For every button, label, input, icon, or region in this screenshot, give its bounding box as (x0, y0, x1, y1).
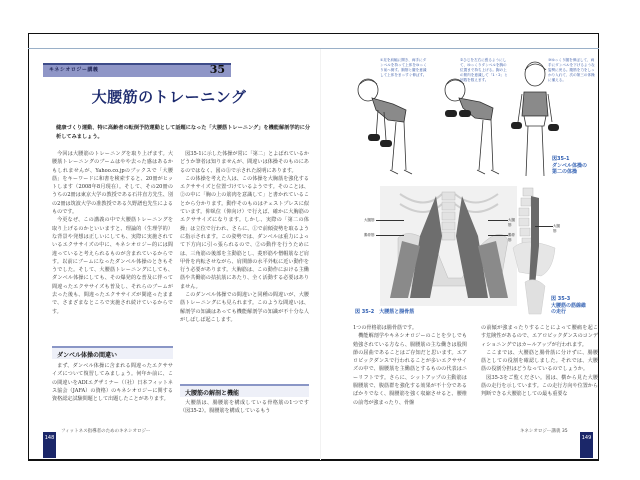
figure-35-1-label (552, 156, 602, 176)
label-iliacus-left: 腸骨筋 (364, 233, 375, 237)
figure-35-1 (340, 58, 605, 178)
illustration-person-step2 (435, 70, 505, 180)
paragraph: 機能解剖学やキネシオロジーのことを少しでも勉強されている方なら、腸腰筋の主な働きは股関節の屈曲であることはご存知だと思います。エアロビックダンスで行われることが多いエクササイズの中で、腸腰筋を主働筋とするものの代表はニーリフトです。さらに、シットアップの主動筋は腸腰筋で、腹筋群を強化する効果が不十分であるばかりでなく、腸腰筋を強く収縮させると、腰椎の前弯が強まったり、骨盤 (353, 333, 467, 406)
paragraph: まず、ダンベル体操に含まれる間違ったエクササイズについて復習してみましょう。何年か前に、この間違いをADIエグザミナー（（社）日本フィットネス協会（JAFA）の資格）のキネシオロジーに関する資格認定試験問題として出題したことがあります。 (52, 363, 173, 403)
paragraph: この体操を考えた人は、この体操を大胸筋を強化するエクササイズと位置づけているようです。そのことは、②の中に「胸の上の筋肉を意識して」と書かれていることから分かります。動作そのものはチェストプレスに似ています。仰臥位（仰向け）で行えば、確かに大胸筋のエクササイズになります。しかし、実際の「第二の体操」は立位で行われ、さらに、①で前傾姿勢を取るように指示されます。この姿勢では、ダンベルは重力によって下方向に引っ張られるので、②の動作を行うためには、三角筋の後部を主動筋とし、菱形筋や僧帽筋など肩甲骨を内転させながら、肩関節の水平外転に近い動作を行う必要があります。大胸筋は、この動作における主働筋や共働筋の拮抗筋にあたり、全く活動する必要はありません。 (180, 175, 309, 290)
running-title-right: キネシオロジー講義 35 (520, 429, 568, 434)
paragraph: 今更なぜ、この講義の中で大腰筋トレーニングを取り上げるのかといいますと、理論的（生理学的）な背景や発想は正しいにしても、実際に実施されているエクササイズの中に、キネシオロジー的には間違っていると考えられるものが含まれているからです。以前にブームになったダンベル体操のときもそうでした。そして、大腰筋トレーニングにしても、ダンベル体操にしても、その爆発的な普及に伴って間違ったエクササイズも普及し、それらのブームが去った後も、間違ったエクササイズが間違ったままで、さまざまなところで実施され続けているからです。 (52, 217, 173, 315)
step-caption-3: ③ゆっくり腰を伸ばして、両手にダンベルを下げるような姿勢に戻る。腹筋を力をしっかり入れて、次の第三の体操に備える。 (548, 58, 595, 82)
section-body-psoas-anatomy (180, 399, 309, 416)
label-psoas-right: 大腰筋 (508, 218, 515, 227)
figure-35-2-caption: 図 35-2 大腰筋と腸骨筋 (355, 309, 415, 315)
paragraph: 図35-3をご覧ください。図は、横から見た大腰筋の走行を示しています。この走行方向や位置から判断できる大腰筋としての最も重要な (481, 374, 598, 398)
step-caption-1: ①足を肩幅に開き、両手にダンベルを持って上体をゆっくり前へ倒す。胸筋と腰を意識して上体をまっすぐ伸ばす。 (380, 58, 427, 77)
figure-title-line: 第二の体操 (552, 169, 578, 175)
paragraph: 図35-1に示した体操が常に「第二」とよばれているかどうか筆者は知りませんが、間違いは体操そのものにあるのではなく、図の③で示された説明にあります。 (180, 151, 309, 174)
paragraph: 1つの骨格筋は腸骨筋です。 (353, 325, 417, 331)
leader-line (376, 220, 404, 221)
paragraph: 今回は大腰筋のトレーニングを取り上げます。大腰筋トレーニングのブームはやや去った感はあるかもしれませんが、Yahoo.co.jpのブックスで「大腰筋」をキーワードに和書を検索すると、20冊がヒットします（2008年8月現在）。そして、その20冊のうちの2冊は東京大学の教授である石井直方先生、別の2冊は筑波大学の准教授である久野譜也先生によるものです。 (52, 151, 173, 216)
top-rule (28, 48, 599, 49)
lead-paragraph: 健康づくり運動、特に高齢者の転倒予防運動として話題になった「大腰筋トレーニング」を機能解剖学的に分析してみましょう。 (56, 125, 311, 140)
running-title-left: フィットネス指導者のためのキネシオロジー (61, 429, 151, 434)
lecture-number: 35 (209, 63, 225, 76)
paragraph: 大腰筋は、腸腰筋を構成している骨格筋の1つです（図35-2）。腸腰筋を構成しているもう (180, 400, 309, 415)
figure-number: 図 35-3 (551, 296, 571, 302)
figure-35-3-caption (551, 296, 586, 316)
step-caption-2: ②ひじを左右に張るようにして、ゆっくりダンベルを胸の位置まで持ち上げる。胸の上の筋肉を意識して「1・2」と回数を数えます。 (460, 58, 508, 82)
label-psoas-lateral: 大腰筋 (553, 224, 560, 233)
figure-title-line: ダンベル体操の (552, 162, 588, 169)
body-column-left-2 (180, 150, 309, 324)
paragraph: このダンベル体操での間違いと同種の間違いが、大腰筋トレーニングにも見られます。このような間違いは、解剖学の知識はあっても機能解剖学の知識が不十分な人がしばしば起こします。 (180, 292, 309, 323)
anatomy-front-illustration (380, 186, 517, 306)
illustration-person-step1 (348, 70, 418, 180)
label-psoas-left: 大腰筋 (364, 218, 375, 222)
paragraph: の前傾が強まったりすることによって腰痛を起こす危険性があるので、エアロビックダンスのコンディショニングではカールアップが行われます。 (481, 325, 598, 348)
leader-line (535, 226, 553, 227)
figure-title-line: 大腰筋の筋線維 (551, 302, 587, 309)
section-heading-dumbbell: ダンベル体操の間違い (52, 346, 173, 359)
lecture-header-band (43, 63, 231, 77)
figure-number: 図35-1 (552, 156, 570, 162)
paragraph: ここまでは、大腰筋と腸骨筋に分けずに、腸腰筋としての役割を確認しました。それでは、大腰筋の役割分担はどうなっているのでしょうか。 (481, 349, 598, 373)
figure-title-line: の走行 (551, 309, 567, 315)
label-iliacus-right: 腸骨筋 (508, 233, 515, 242)
body-column-right-2 (481, 324, 598, 399)
body-column-left-1 (52, 150, 173, 316)
page-title: 大腰筋のトレーニング (91, 88, 247, 106)
page-number-right: 149 (580, 432, 593, 458)
page-number-left: 148 (43, 432, 56, 458)
series-label: キネシオロジー講義 (49, 67, 99, 73)
body-column-right-1 (353, 324, 467, 407)
section-body-dumbbell (52, 362, 173, 403)
figure-35-2-anatomy (364, 186, 517, 306)
section-heading-psoas-anatomy: 大腰筋の解剖と機能 (180, 384, 309, 397)
page-gutter (320, 49, 321, 460)
leader-line (376, 235, 404, 236)
